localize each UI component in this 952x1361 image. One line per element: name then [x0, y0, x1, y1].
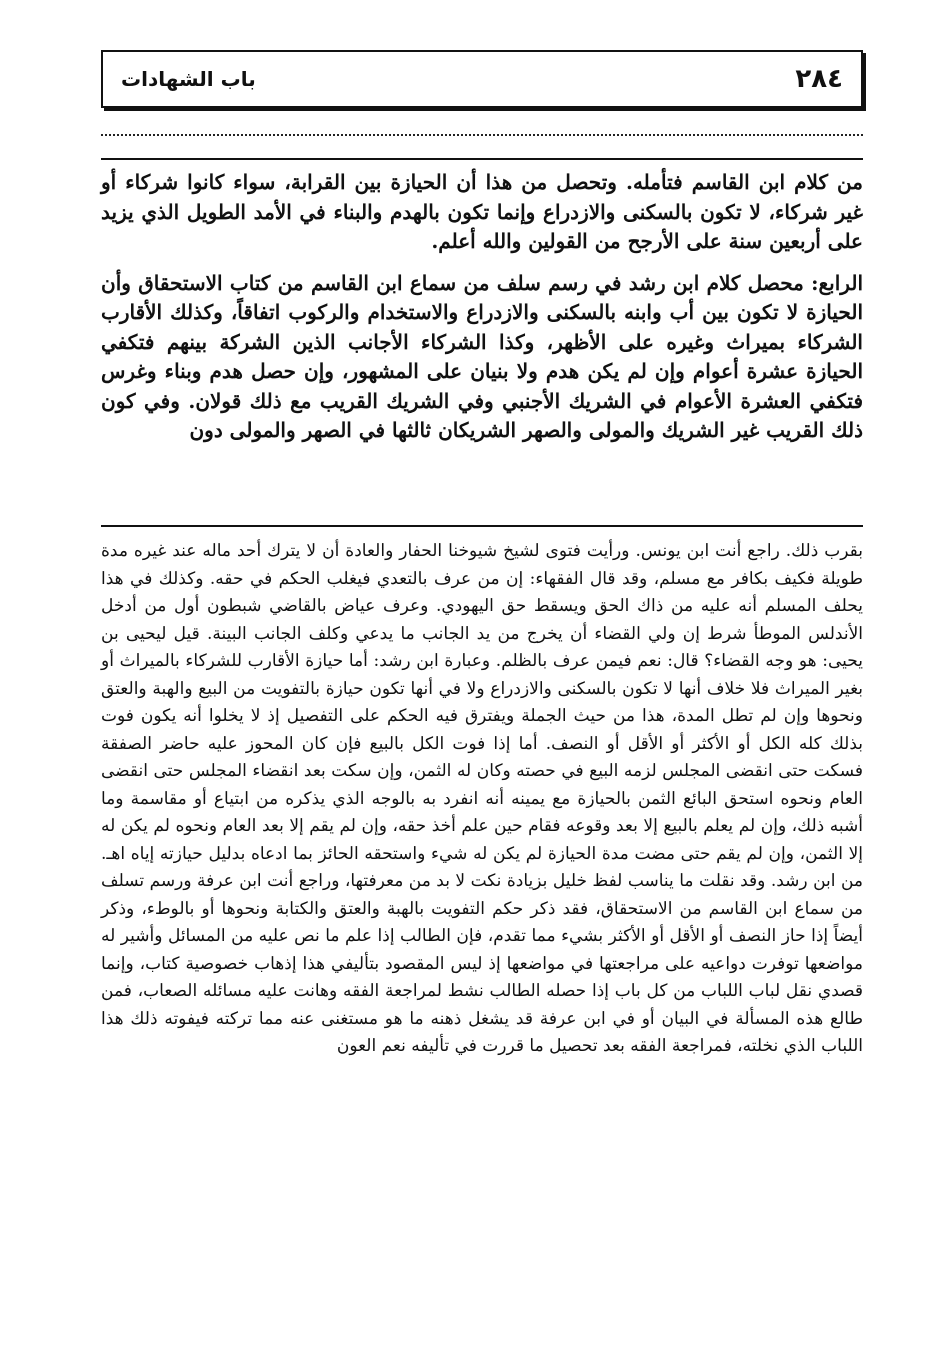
page-header: [101, 50, 863, 108]
dotted-divider: [101, 122, 863, 136]
paragraph-1: من كلام ابن القاسم فتأمله. وتحصل من هذا أن الحيازة بين القرابة، سواء كانوا شركاء أو غير شركاء، لا تكون بالسكنى والازدراع وإنما تكون بالهدم والبناء في الأمد الطويل الذي يزيد على أربعين سنة على الأرجح من القولين والله أعلم.: [101, 170, 863, 253]
footnote-rule: [101, 525, 863, 527]
main-text: [101, 168, 863, 446]
top-rule: [101, 158, 863, 160]
page-number: ٢٨٤: [795, 64, 843, 94]
chapter-title: باب الشهادات: [121, 67, 256, 91]
footnote-paragraph: بقرب ذلك. راجع أنت ابن يونس. ورأيت فتوى لشيخ شيوخنا الحفار والعادة أن لا يترك أحد ماله عند غيره مدة طويلة فكيف بكافر مع مسلم، وقد قال الفقهاء: إن من عرف بالتعدي فيغلب الحكم في حقه. وكذلك في هذا يحلف المسلم أنه عليه من ذاك الحق ويسقط حق اليهودي. وعرف عياض بالقاضي شبطون أول من أدخل الأندلس الموطأ شرط إن ولي القضاء أن يخرج من يد الجانب ما يدعي وكلف الجانب البينة. قيل ليحيى بن يحيى: هو وجه القضاء؟ قال: نعم فيمن عرف بالظلم. وعبارة ابن رشد: أما حيازة الأقارب للشركاء بالميراث أو بغير الميراث فلا خلاف أنها لا تكون بالسكنى والازدراع ولا في أنها تكون حيازة بالتفويت من البيع والهبة والعتق ونحوها وإن لم تطل المدة، هذا من حيث الجملة ويفترق فيه الحكم على التفصيل إذ لا يخلوا أنه يكون فوت بذلك كله الكل أو الأكثر أو الأقل أو النصف. أما إذا فوت الكل بالبيع فإن كان المحوز عليه حاضر الصفقة فسكت حتى انقضى المجلس لزمه البيع في حصته وكان له الثمن، وإن سكت بعد انقضاء المجلس حتى انقضى العام ونحوه استحق البائع الثمن بالحيازة مع يمينه أنه انفرد به بالوجه الذي يذكره من ابتياع أو مقاسمة وما أشبه ذلك، وإن لم يعلم بالبيع إلا بعد وقوعه فقام حين علم أخذ حقه، وإن لم يقم إلا بعد العام ونحوه لم يكن له إلا الثمن، وإن لم يقم حتى مضت مدة الحيازة لم يكن له شيء واستحقه الحائز بما ادعاه بدليل حيازته إياه اهـ. من ابن رشد. وقد نقلت ما يناسب لفظ خليل بزيادة نكت لا بد من معرفتها، وراجع أنت ابن عرفة ورسم تسلف من سماع ابن القاسم من الاستحقاق، فقد ذكر حكم التفويت بالهبة والعتق والكتابة ونحوها أو بالوطء، وذكر أيضاً إذا حاز النصف أو الأقل أو الأكثر بشيء مما تقدم، فإن الطالب إذا علم ما نص عليه من المسائل وأشير له مواضعها توفرت دواعيه على مراجعتها في مواضعها إذ ليس المقصود بتأليفي هذا إذهاب خصوصية كتاب، وإنما قصدي نقل لباب اللباب من كل باب إذا حصله الطالب نشط لمراجعة الفقه وهانت عليه مسائله الصعاب، فمن طالع هذه المسألة في البيان أو في ابن عرفة قد يشغل ذهنه ما هو مستغنى عنه مما تركته فيفوته ذلك هذا اللباب الذي نخلته، فمراجعة الفقه بعد تحصيل ما قررت في تأليفه نعم العون: [101, 541, 863, 1056]
footnote-text: [101, 538, 863, 1061]
paragraph-2: الرابع: محصل كلام ابن رشد في رسم سلف من سماع ابن القاسم من كتاب الاستحقاق وأن الحيازة لا تكون بين أب وابنه بالسكنى والازدراع والاستخدام والركوب اتفاقاً، وكذلك الأقارب الشركاء بميراث وغيره على الأظهر، وكذا الشركاء الأجانب الذين الشركة بينهم فتكفي الحيازة عشرة أعوام وإن لم يكن هدم ولا بنيان على المشهور، وإن حصل هدم وبناء وغرس فتكفي العشرة الأعوام في الشريك الأجنبي وفي الشريك القريب مع ذلك قولان. وفي كون ذلك القريب غير الشريك والمولى والصهر الشريكان ثالثها في الصهر والمولى دون: [101, 270, 863, 442]
